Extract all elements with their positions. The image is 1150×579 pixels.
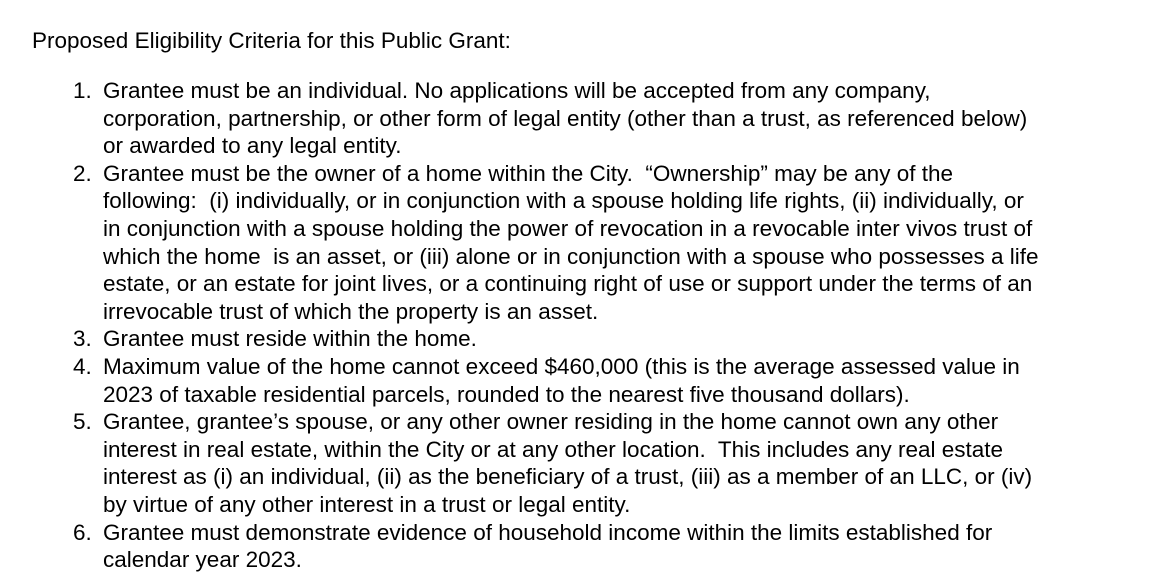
criterion-line: which the home is an asset, or (iii) alone or in conjunction with a spouse who possesses a life bbox=[103, 243, 1039, 269]
criterion-line: interest in real estate, within the City or at any other location. This includes any real estate bbox=[103, 436, 1004, 462]
criterion-line: or awarded to any legal entity. bbox=[103, 133, 402, 159]
document-heading: Proposed Eligibility Criteria for this Public Grant: bbox=[32, 28, 511, 53]
criterion-number: 5. bbox=[73, 409, 92, 435]
criterion-line: irrevocable trust of which the property is an asset. bbox=[103, 298, 599, 324]
criterion-line: estate, or an estate for joint lives, or a continuing right of use or support under the terms of an bbox=[103, 271, 1033, 297]
criterion-number: 6. bbox=[73, 519, 92, 545]
criterion-line: by virtue of any other interest in a trust or legal entity. bbox=[103, 491, 631, 517]
criterion-number: 1. bbox=[73, 78, 92, 103]
criterion-line: Grantee must be the owner of a home within the City. “Ownership” may be any of the bbox=[103, 160, 953, 186]
criterion-line: interest as (i) an individual, (ii) as the beneficiary of a trust, (iii) as a member of an LLC, or (iv) bbox=[103, 464, 1033, 490]
criterion-number: 2. bbox=[73, 160, 92, 186]
criterion-line: in conjunction with a spouse holding the power of revocation in a revocable inter vivos trust of bbox=[103, 215, 1033, 241]
criterion-line: corporation, partnership, or other form of legal entity (other than a trust, as referenced below) bbox=[103, 105, 1028, 131]
criterion-item-6 bbox=[0, 519, 1039, 574]
criterion-line: Maximum value of the home cannot exceed $460,000 (this is the average assessed value in bbox=[103, 353, 1020, 379]
eligibility-criteria-list bbox=[0, 77, 1039, 574]
criterion-item-3 bbox=[0, 325, 1039, 353]
criterion-line: 2023 of taxable residential parcels, rounded to the nearest five thousand dollars). bbox=[103, 381, 910, 407]
criterion-line: Grantee must be an individual. No applications will be accepted from any company, bbox=[103, 78, 931, 103]
criterion-item-2 bbox=[0, 160, 1039, 326]
criterion-line: Grantee must reside within the home. bbox=[103, 326, 477, 352]
criterion-item-1 bbox=[0, 77, 1039, 160]
criterion-number: 4. bbox=[73, 353, 92, 379]
criterion-line: Grantee, grantee’s spouse, or any other owner residing in the home cannot own any other bbox=[103, 409, 999, 435]
criterion-line: Grantee must demonstrate evidence of household income within the limits established for bbox=[103, 519, 993, 545]
criterion-number: 3. bbox=[73, 326, 92, 352]
criterion-item-5 bbox=[0, 408, 1039, 518]
criterion-line: calendar year 2023. bbox=[103, 547, 302, 573]
criterion-item-4 bbox=[0, 353, 1039, 408]
criterion-line: following: (i) individually, or in conjunction with a spouse holding life rights, (ii) individually, or bbox=[103, 188, 1024, 214]
